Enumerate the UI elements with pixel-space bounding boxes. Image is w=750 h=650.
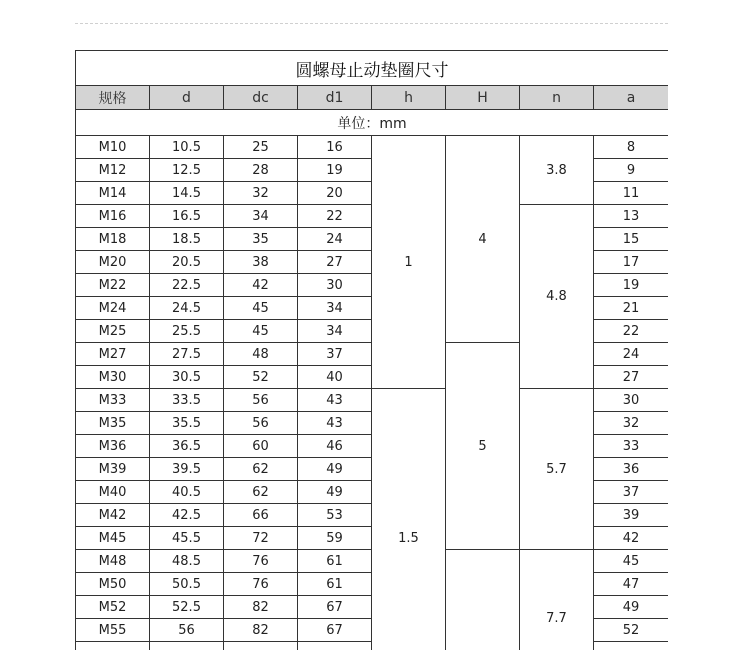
cell-spec: M22 [76,274,150,297]
unit-label: 单位：mm [76,110,669,136]
cell-a: 36 [594,458,669,481]
cell-a: 42 [594,527,669,550]
cell-spec: M12 [76,159,150,182]
cell-spec: M25 [76,320,150,343]
header-d1: d1 [298,86,372,110]
cell-d1: 24 [298,228,372,251]
cell-d: 14.5 [150,182,224,205]
cell-d: 40.5 [150,481,224,504]
cell-H [446,550,520,650]
cell-spec: M16 [76,205,150,228]
cell-a: 22 [594,320,669,343]
cell-a: 8 [594,136,669,159]
cell-d1: 61 [298,550,372,573]
cell-d: 33.5 [150,389,224,412]
cell-d1: 30 [298,274,372,297]
cell-H: 4 [446,136,520,343]
cell-d1: 22 [298,205,372,228]
cell-a: 13 [594,205,669,228]
cell-dc: 60 [224,435,298,458]
cell-spec: M52 [76,596,150,619]
cell-spec: M45 [76,527,150,550]
cell-a: 11 [594,182,669,205]
cell-d: 45.5 [150,527,224,550]
cell-a: 24 [594,343,669,366]
cell-d1: 16 [298,136,372,159]
cell-d: 35.5 [150,412,224,435]
cell-d: 10.5 [150,136,224,159]
cell-dc: 62 [224,481,298,504]
cell-dc: 82 [224,619,298,642]
cell-spec: M30 [76,366,150,389]
cell-n: 7.7 [520,550,594,650]
cell-spec: M35 [76,412,150,435]
cell-spec: M18 [76,228,150,251]
washer-spec-table [75,50,668,650]
cell-d1: 53 [298,504,372,527]
cell-d: 48.5 [150,550,224,573]
cell-h: 1.5 [372,389,446,650]
cell-a: 21 [594,297,669,320]
cell-d: 36.5 [150,435,224,458]
cell-spec: M42 [76,504,150,527]
header-dc: dc [224,86,298,110]
header-n: n [520,86,594,110]
cell-dc: 42 [224,274,298,297]
cell-d: 24.5 [150,297,224,320]
cell-d: 39.5 [150,458,224,481]
cell-dc: 28 [224,159,298,182]
cell-spec: M24 [76,297,150,320]
cell-spec: M20 [76,251,150,274]
cell-a: 32 [594,412,669,435]
spec-table-sheet [75,50,668,650]
cell-d: 27.5 [150,343,224,366]
cell-d: 20.5 [150,251,224,274]
cell-d1: 34 [298,297,372,320]
cell-a: 39 [594,504,669,527]
cell-dc: 76 [224,573,298,596]
cell-a: 52 [594,619,669,642]
cell-d: 16.5 [150,205,224,228]
cell-spec: M40 [76,481,150,504]
cell-d: 30.5 [150,366,224,389]
cell-d1: 19 [298,159,372,182]
cell-dc: 45 [224,320,298,343]
cell-d1: 67 [298,596,372,619]
cell-dc: 32 [224,182,298,205]
cell-a: 17 [594,251,669,274]
cell-a: 27 [594,366,669,389]
header-a: a [594,86,669,110]
cell-H: 5 [446,343,520,550]
cell-d1 [298,642,372,650]
cell-spec: M36 [76,435,150,458]
cell-spec: M50 [76,573,150,596]
cell-a: 15 [594,228,669,251]
cell-d1: 40 [298,366,372,389]
table-title: 圆螺母止动垫圈尺寸 [76,51,669,86]
cell-d: 52.5 [150,596,224,619]
cell-d: 42.5 [150,504,224,527]
cell-a: 33 [594,435,669,458]
cell-dc: 82 [224,596,298,619]
header-row [76,86,669,110]
cell-d1: 61 [298,573,372,596]
cell-d [150,642,224,650]
header-d: d [150,86,224,110]
cell-dc: 62 [224,458,298,481]
page-top-rule [75,23,668,24]
cell-d: 18.5 [150,228,224,251]
cell-d: 22.5 [150,274,224,297]
table-body [76,136,669,650]
cell-a: 45 [594,550,669,573]
cell-dc: 56 [224,412,298,435]
header-H: H [446,86,520,110]
cell-d1: 67 [298,619,372,642]
cell-dc: 45 [224,297,298,320]
cell-dc: 25 [224,136,298,159]
cell-spec: M39 [76,458,150,481]
cell-a: 47 [594,573,669,596]
cell-a: 37 [594,481,669,504]
cell-a: 30 [594,389,669,412]
cell-d1: 43 [298,389,372,412]
cell-d1: 46 [298,435,372,458]
cell-dc: 56 [224,389,298,412]
cell-spec: M10 [76,136,150,159]
cell-d1: 49 [298,481,372,504]
cell-spec [76,642,150,650]
cell-dc: 38 [224,251,298,274]
cell-spec: M48 [76,550,150,573]
cell-d1: 27 [298,251,372,274]
cell-d1: 43 [298,412,372,435]
cell-dc: 48 [224,343,298,366]
cell-n: 3.8 [520,136,594,205]
table-row [76,136,669,159]
table-row [76,389,669,412]
cell-dc: 52 [224,366,298,389]
cell-dc: 66 [224,504,298,527]
cell-spec: M27 [76,343,150,366]
cell-spec: M55 [76,619,150,642]
cell-h: 1 [372,136,446,389]
cell-spec: M14 [76,182,150,205]
cell-d1: 49 [298,458,372,481]
cell-d1: 37 [298,343,372,366]
cell-d: 50.5 [150,573,224,596]
cell-spec: M33 [76,389,150,412]
cell-d1: 20 [298,182,372,205]
cell-dc: 72 [224,527,298,550]
header-spec: 规格 [76,86,150,110]
cell-dc [224,642,298,650]
cell-d: 25.5 [150,320,224,343]
cell-d: 12.5 [150,159,224,182]
cell-n: 5.7 [520,389,594,550]
cell-dc: 34 [224,205,298,228]
header-h: h [372,86,446,110]
cell-n: 4.8 [520,205,594,389]
cell-d1: 59 [298,527,372,550]
cell-dc: 76 [224,550,298,573]
cell-a [594,642,669,650]
cell-a: 9 [594,159,669,182]
cell-d: 56 [150,619,224,642]
cell-a: 49 [594,596,669,619]
cell-dc: 35 [224,228,298,251]
cell-a: 19 [594,274,669,297]
cell-d1: 34 [298,320,372,343]
